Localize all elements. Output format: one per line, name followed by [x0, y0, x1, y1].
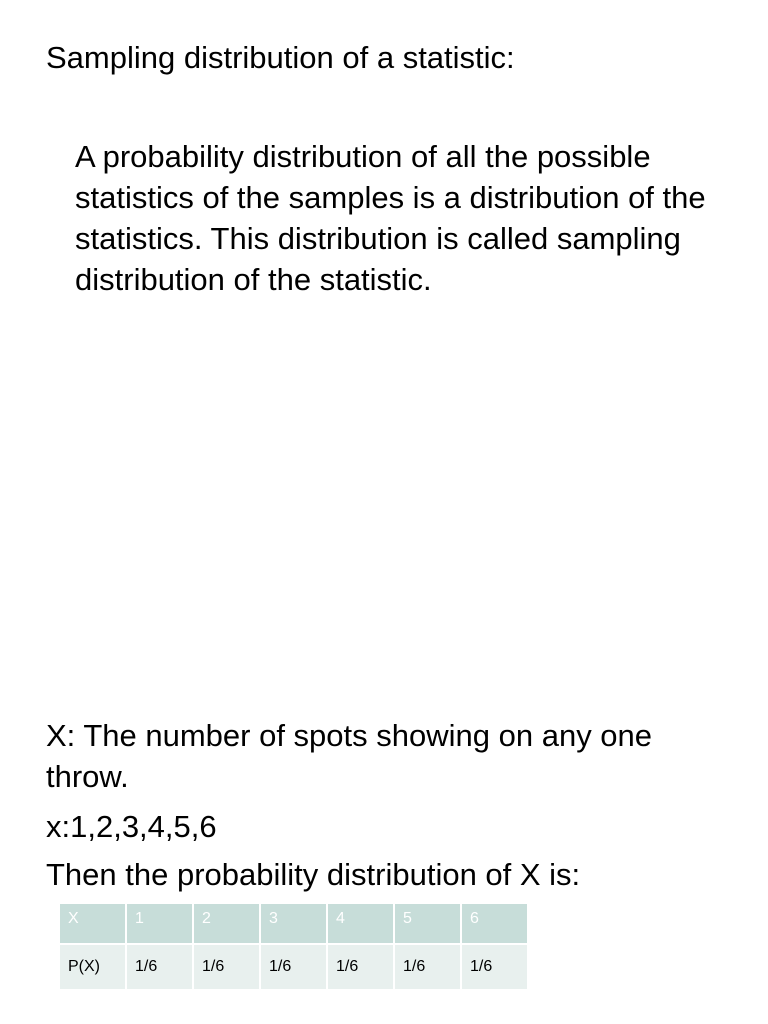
distribution-intro: Then the probability distribution of X is:	[46, 857, 581, 892]
definition-paragraph: A probability distribution of all the possible statistics of the samples is a distribution of the statistics. This distribution is called sampling distribution of the statistic.	[75, 139, 706, 297]
table-header-cell: 4	[327, 903, 394, 944]
variable-description: X: The number of spots showing on any one throw.	[46, 718, 653, 794]
table-cell: 1/6	[193, 944, 260, 990]
table-cell: 1/6	[394, 944, 461, 990]
table-cell: 1/6	[461, 944, 528, 990]
table-header-cell: 3	[260, 903, 327, 944]
table-row	[59, 944, 528, 990]
table-cell: 1/6	[327, 944, 394, 990]
table-header-cell: X	[59, 903, 126, 944]
table-header-cell: 6	[461, 903, 528, 944]
table-header-row	[59, 903, 528, 944]
table-header-cell: 5	[394, 903, 461, 944]
page-heading: Sampling distribution of a statistic:	[46, 40, 515, 75]
table-header-cell: 2	[193, 903, 260, 944]
table-cell: 1/6	[126, 944, 193, 990]
values-line: x:1,2,3,4,5,6	[46, 809, 217, 844]
table-cell: 1/6	[260, 944, 327, 990]
table-header-cell: 1	[126, 903, 193, 944]
table-cell: P(X)	[59, 944, 126, 990]
probability-distribution-table	[58, 902, 529, 991]
